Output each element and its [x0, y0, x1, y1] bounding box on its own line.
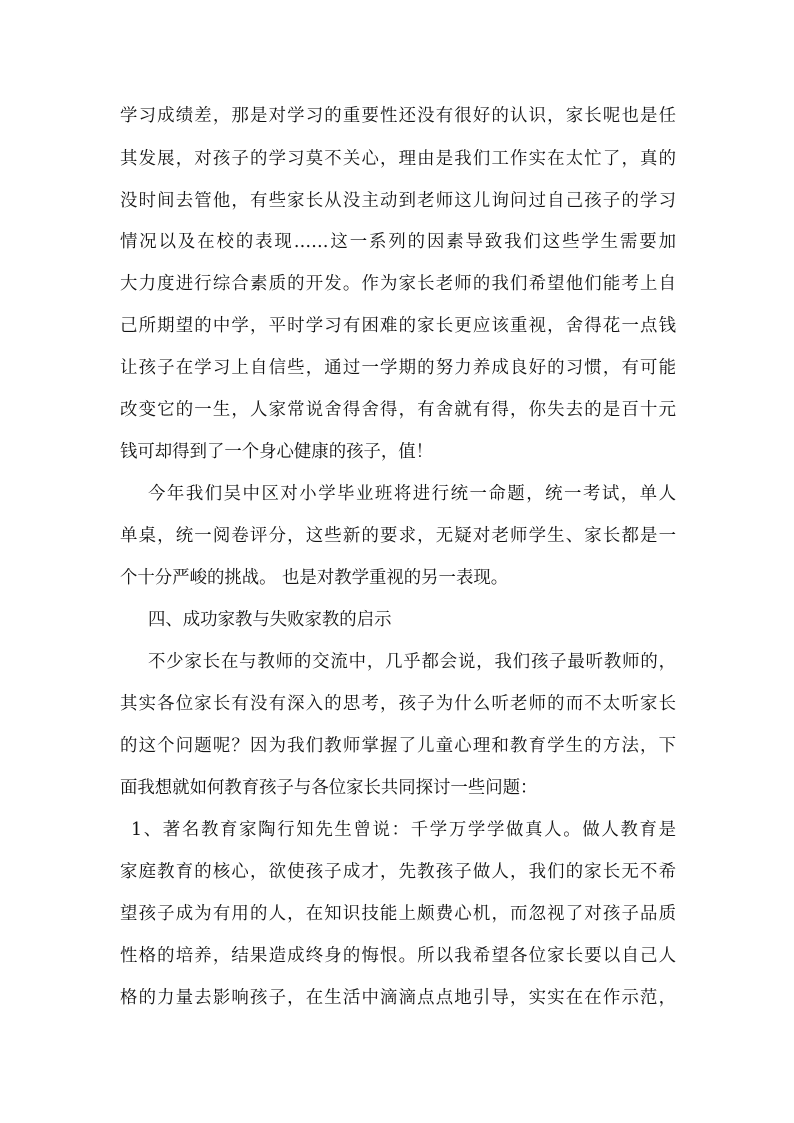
text-line: 让孩子在学习上自信些，通过一学期的努力养成良好的习惯，有可能: [120, 358, 676, 378]
text-line: 钱可却得到了一个身心健康的孩子，值！: [120, 442, 434, 462]
text-line: 个十分严峻的挑战。 也是对教学重视的另一表现。: [120, 568, 509, 588]
text-line: 己所期望的中学，平时学习有困难的家长更应该重视，舍得花一点钱: [120, 316, 676, 336]
text-line: 学习成绩差，那是对学习的重要性还没有很好的认识，家长呢也是任: [120, 106, 676, 126]
text-line: 情况以及在校的表现……这一系列的因素导致我们这些学生需要加: [120, 232, 676, 252]
text-line: 大力度进行综合素质的开发。作为家长老师的我们希望他们能考上自: [120, 274, 676, 294]
text-line: 改变它的一生，人家常说舍得舍得，有舍就有得，你失去的是百十元: [120, 400, 676, 420]
text-line: 家庭教育的核心，欲使孩子成才，先教孩子做人，我们的家长无不希: [120, 862, 676, 882]
section-heading: 四、成功家教与失败家教的启示: [148, 610, 392, 630]
text-line: 不少家长在与教师的交流中，几乎都会说，我们孩子最听教师的，: [148, 652, 676, 672]
text-line: 性格的培养，结果造成终身的悔恨。所以我希望各位家长要以自己人: [120, 946, 676, 966]
text-line: 其发展，对孩子的学习莫不关心，理由是我们工作实在太忙了，真的: [120, 149, 676, 169]
text-line: 没时间去管他，有些家长从没主动到老师这儿询问过自己孩子的学习: [120, 191, 676, 211]
text-line: 望孩子成为有用的人，在知识技能上颇费心机，而忽视了对孩子品质: [120, 904, 676, 924]
text-line: 格的力量去影响孩子，在生活中滴滴点点地引导，实实在在作示范，: [120, 988, 676, 1008]
text-line: 单桌，统一阅卷评分，这些新的要求，无疑对老师学生、家长都是一: [120, 526, 676, 546]
text-line: 其实各位家长有没有深入的思考，孩子为什么听老师的而不太听家长: [120, 694, 676, 714]
text-line: 今年我们吴中区对小学毕业班将进行统一命题，统一考试，单人: [148, 484, 676, 504]
text-line: 面我想就如何教育孩子与各位家长共同探讨一些问题：: [120, 778, 538, 798]
text-line: 1、著名教育家陶行知先生曾说：千学万学学做真人。做人教育是: [131, 820, 676, 840]
text-line: 的这个问题呢？因为我们教师掌握了儿童心理和教育学生的方法，下: [120, 736, 676, 756]
